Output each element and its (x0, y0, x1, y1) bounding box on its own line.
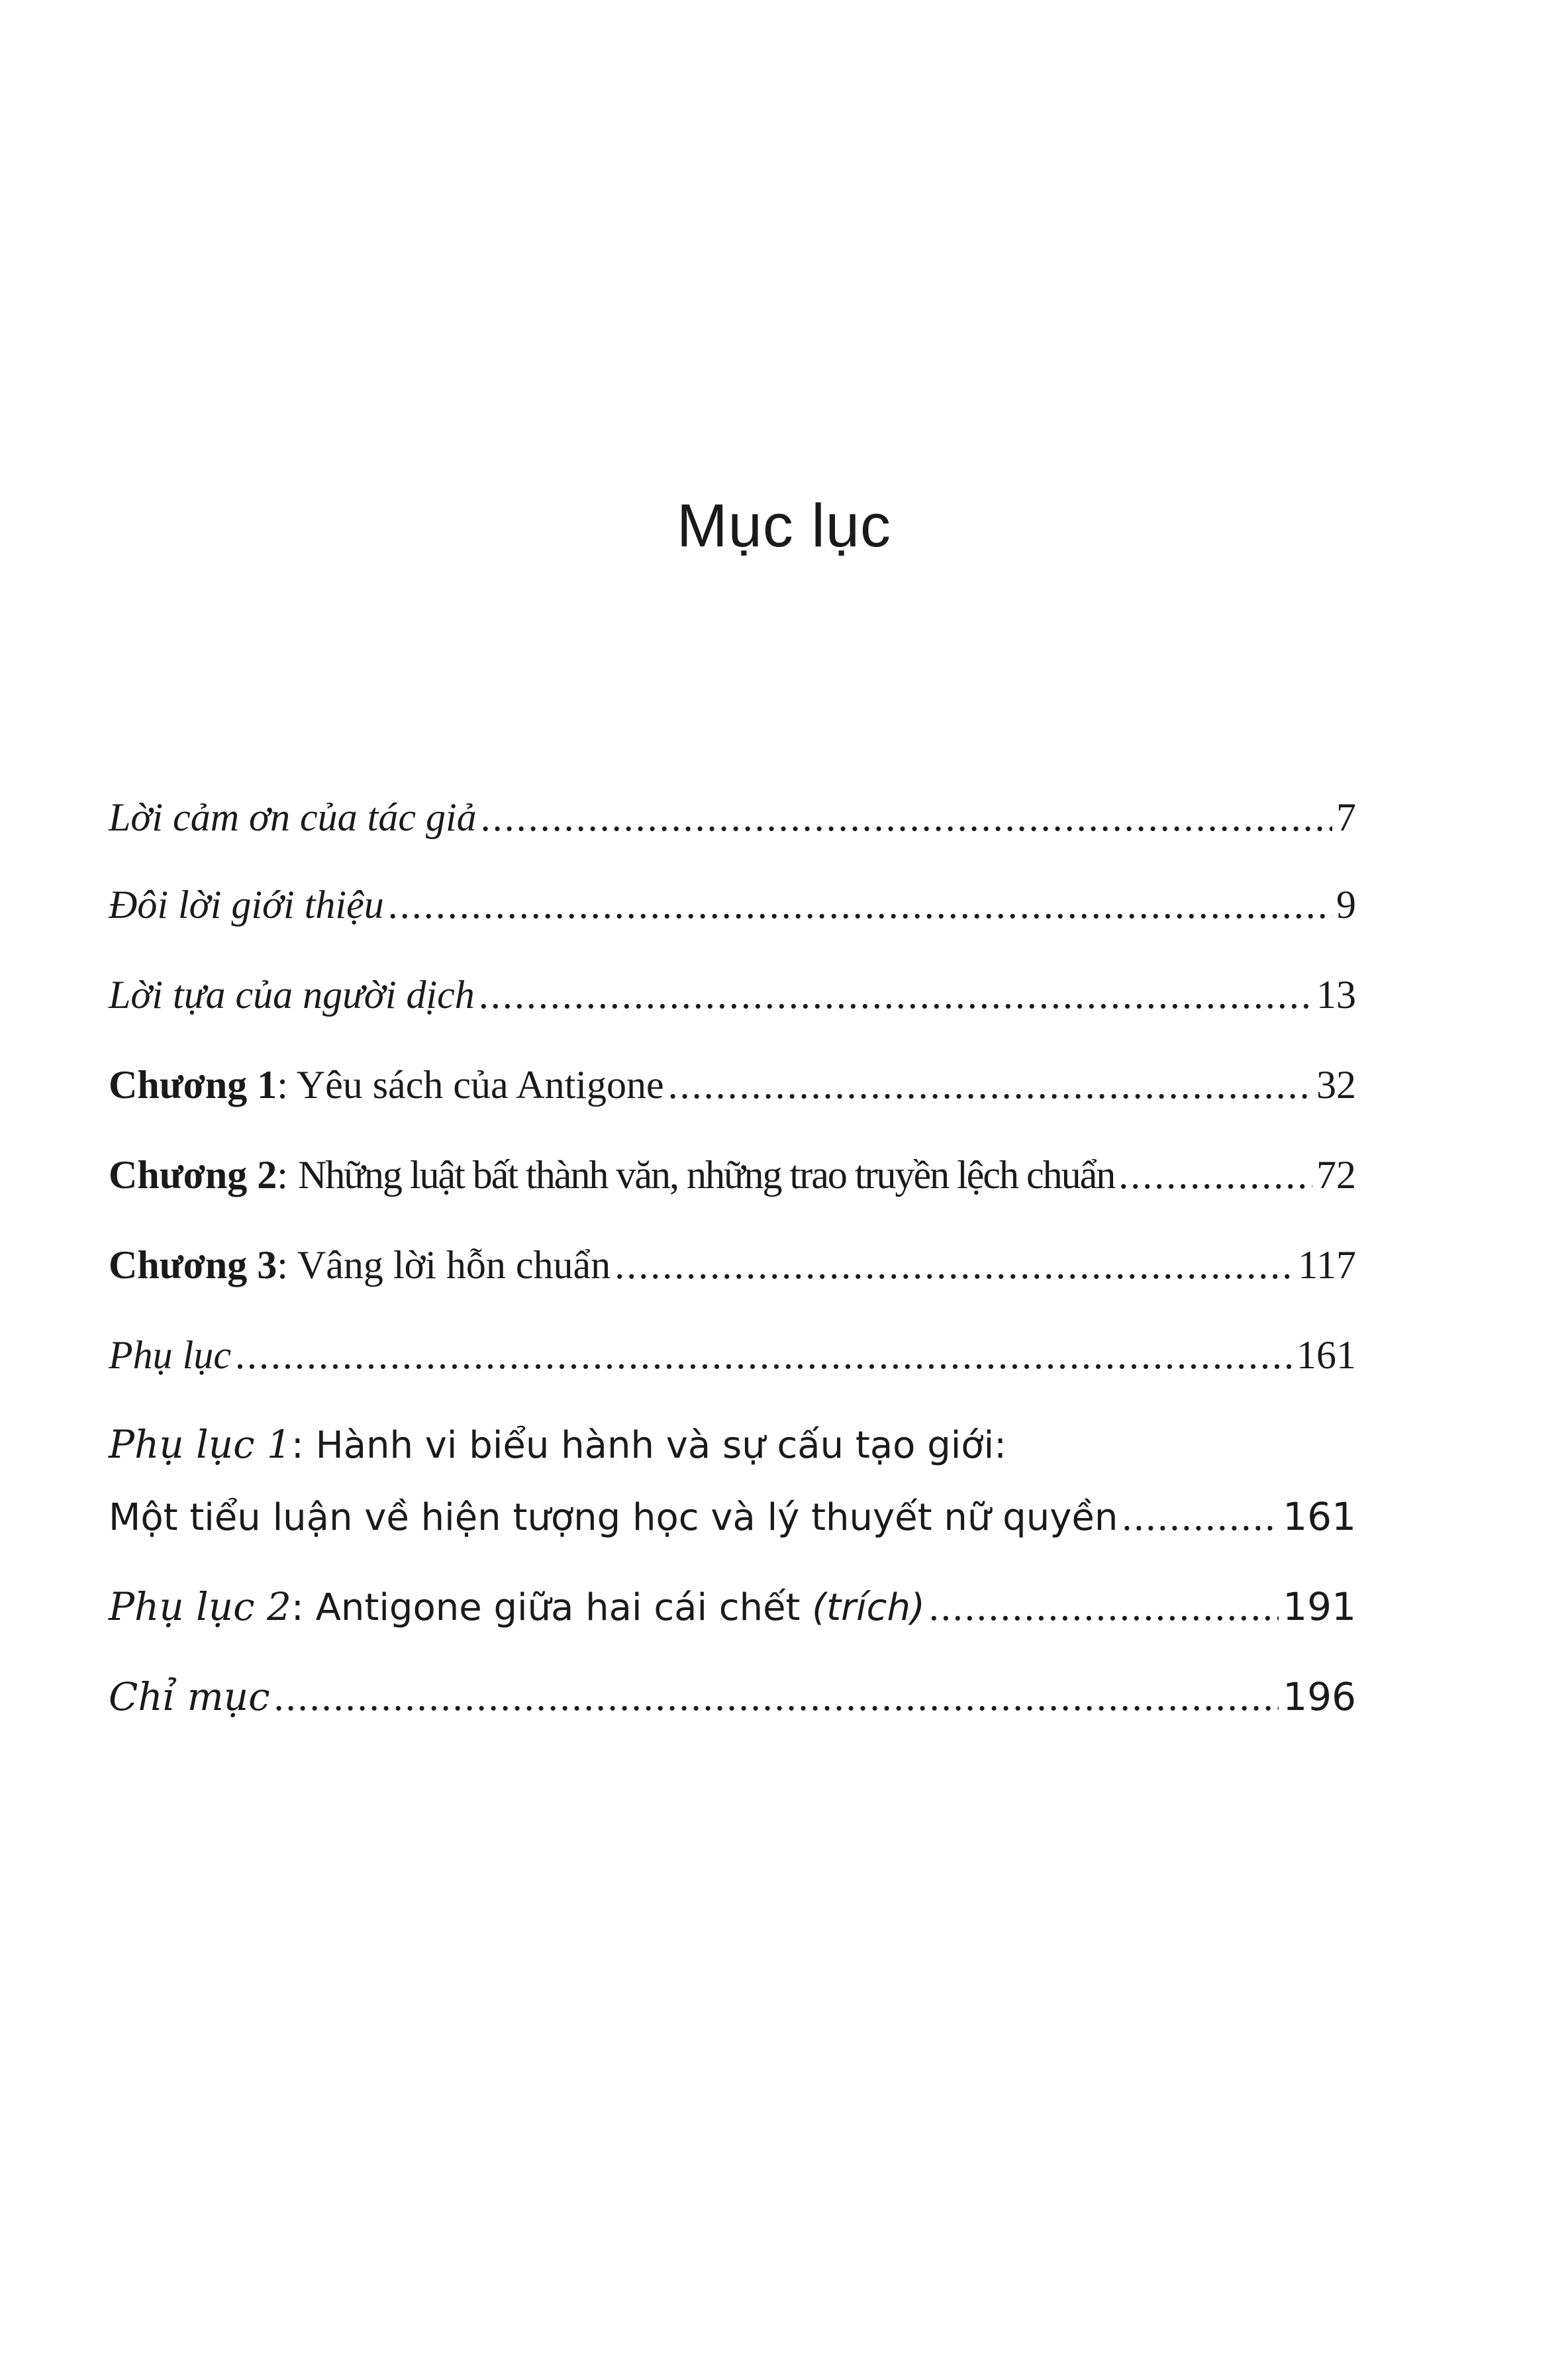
toc-entry-chapter-1[interactable] (109, 1065, 1356, 1105)
toc-page-number: 161 (1283, 1494, 1356, 1539)
toc-entry-translator-preface[interactable] (109, 975, 1356, 1015)
toc-entry-label: Lời cảm ơn của tác giả (109, 795, 477, 839)
toc-entry-label: Lời tựa của người dịch (109, 973, 475, 1017)
toc-entry-label: Yêu sách của Antigone (296, 1063, 664, 1107)
toc-entry-label: Antigone giữa hai cái chết (315, 1586, 812, 1629)
dot-leader (668, 1065, 1312, 1105)
toc-entry-appendix-1-line-1[interactable] (109, 1422, 1006, 1467)
dot-leader (1118, 1155, 1312, 1195)
toc-separator: : (291, 1424, 316, 1467)
toc-page-number: 161 (1297, 1333, 1356, 1377)
toc-chapter-prefix: Chương 2 (109, 1153, 277, 1197)
toc-entry-label: Hành vi biểu hành và sự cấu tạo giới: (315, 1424, 1006, 1467)
toc-page-number: 13 (1316, 973, 1356, 1017)
dot-leader (1122, 1497, 1279, 1536)
dot-leader (274, 1677, 1279, 1717)
toc-entry-label: Đôi lời giới thiệu (109, 883, 384, 927)
toc-page-number: 117 (1298, 1243, 1356, 1287)
toc-entry-note: (trích) (812, 1586, 925, 1629)
toc-appendix-prefix: Phụ lục 1 (109, 1422, 291, 1467)
toc-entry-chapter-2[interactable] (109, 1155, 1356, 1195)
toc-page-number: 32 (1316, 1063, 1356, 1107)
toc-page-number: 196 (1283, 1674, 1356, 1719)
dot-leader (388, 885, 1332, 925)
toc-separator: : (277, 1243, 297, 1287)
toc-entry-label-continued: Một tiểu luận về hiện tượng học và lý thuyết nữ quyền (109, 1496, 1118, 1539)
toc-entry-label: Phụ lục (109, 1333, 231, 1377)
toc-separator: : (277, 1063, 297, 1107)
toc-entry-chapter-3[interactable] (109, 1245, 1356, 1285)
toc-separator: : (291, 1586, 316, 1629)
dot-leader (929, 1587, 1279, 1627)
toc-entry-label: Chỉ mục (109, 1674, 270, 1719)
toc-chapter-prefix: Chương 3 (109, 1243, 277, 1287)
toc-page-number: 7 (1336, 795, 1356, 839)
toc-appendix-prefix: Phụ lục 2 (109, 1584, 291, 1629)
toc-page-number: 72 (1316, 1153, 1356, 1197)
toc-entry-acknowledgements[interactable] (109, 797, 1356, 837)
toc-entry-introduction[interactable] (109, 885, 1356, 925)
toc-page-number: 9 (1336, 883, 1356, 927)
dot-leader (235, 1335, 1293, 1375)
toc-entry-appendix[interactable] (109, 1335, 1356, 1375)
toc-entry-index[interactable] (109, 1674, 1356, 1719)
toc-entry-label: Những luật bất thành văn, những trao truyền lệch chuẩn (297, 1153, 1115, 1197)
toc-entry-appendix-2[interactable] (109, 1584, 1356, 1629)
page-title: Mục lục (677, 492, 891, 560)
dot-leader (614, 1245, 1294, 1285)
toc-entry-label: Vâng lời hỗn chuẩn (297, 1243, 611, 1287)
toc-separator: : (277, 1153, 298, 1197)
dot-leader (479, 975, 1312, 1015)
toc-chapter-prefix: Chương 1 (109, 1063, 277, 1107)
toc-page-number: 191 (1283, 1584, 1356, 1629)
toc-entry-appendix-1-line-2[interactable] (109, 1494, 1356, 1539)
dot-leader (481, 797, 1332, 837)
